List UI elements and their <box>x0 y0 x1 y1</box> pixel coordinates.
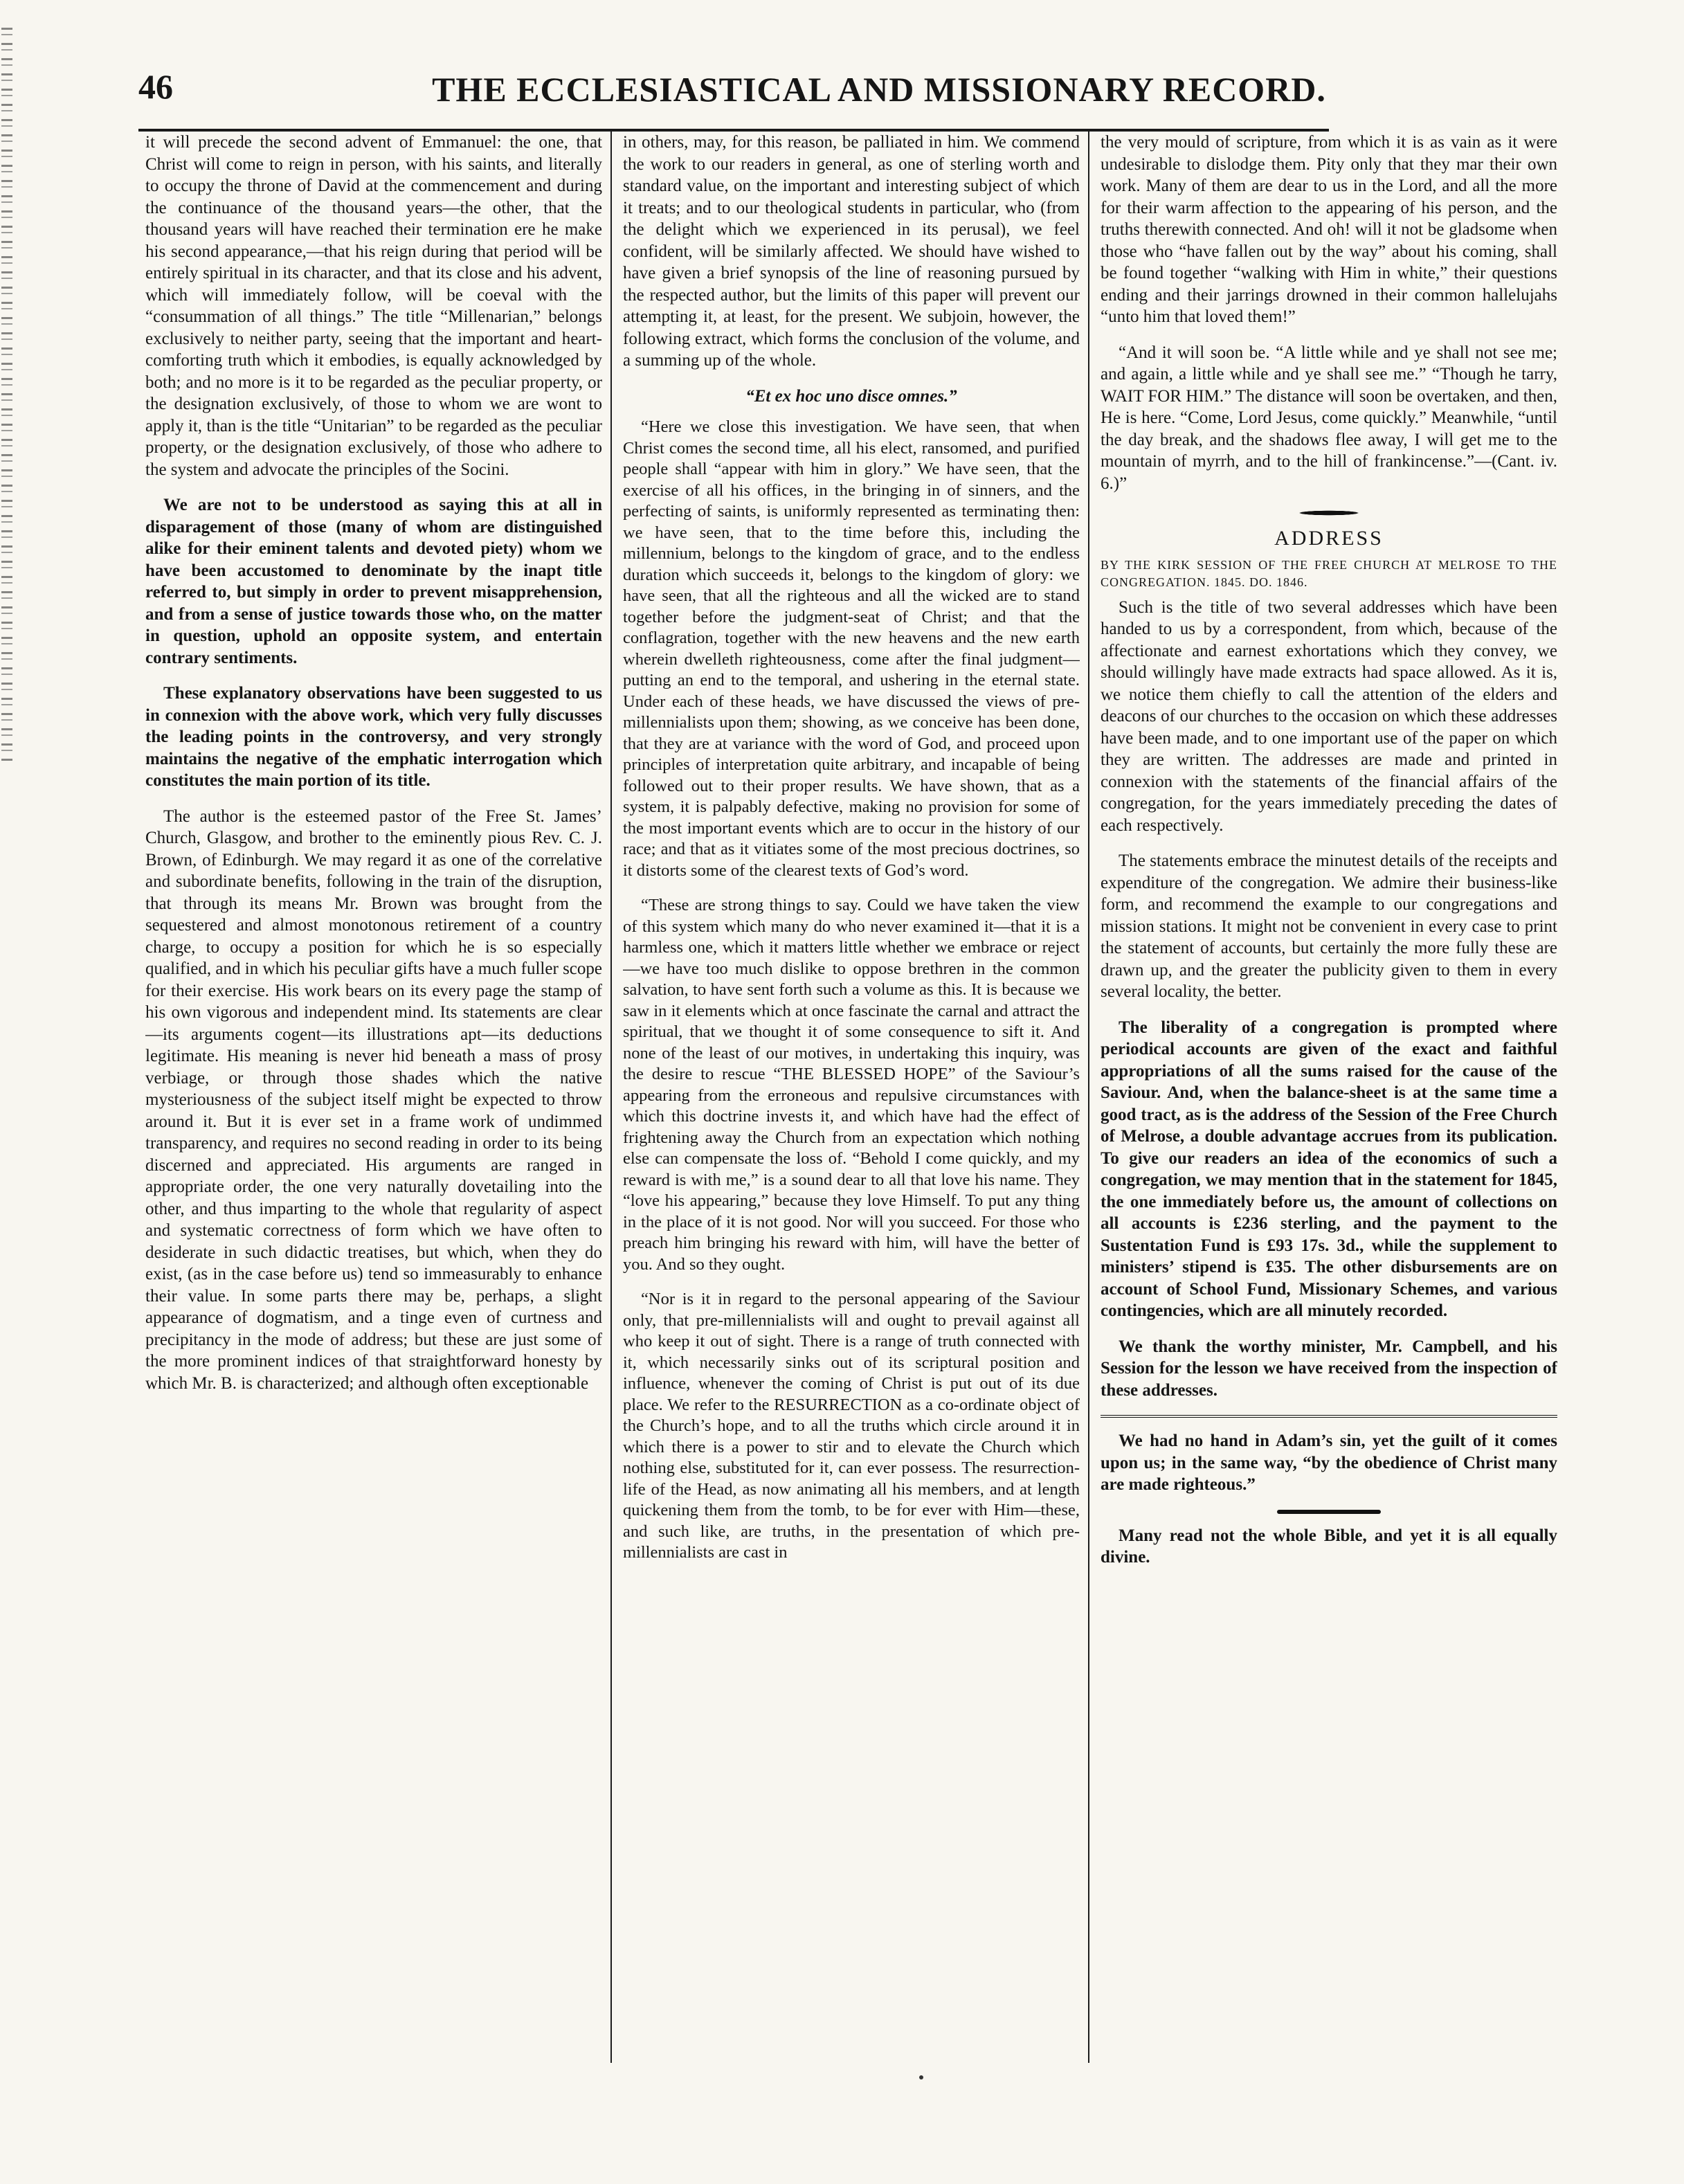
paragraph: These explanatory observations have been suggested to us in connexion with the above work, which very fully discusses the leading points in the controversy, and very strongly maintains the negative of the emphatic interrogation which constitutes the main portion of its title. <box>145 684 602 790</box>
ornamental-rule <box>1267 508 1391 518</box>
column-divider <box>610 132 612 2063</box>
extract-quote <box>623 417 1080 1564</box>
paragraph: in others, may, for this reason, be palliated in him. We commend the work to our readers in general, as one of sterling worth and standard value, on the important and interesting subject of which it treats; and to our theological students in particular, who (from the delight which we experienced in its perusal), we feel confident, will be similarly affected. We should have wished to have given a brief synopsis of the line of reasoning pursued by the respected author, but the limits of this paper will prevent our attempting it, at least, for the present. We subjoin, however, the following extract, which forms the conclusion of the volume, and a summing up of the whole. <box>623 133 1080 370</box>
page-number: 46 <box>138 67 173 106</box>
column-3 <box>1101 132 1557 2066</box>
quote-paragraph: “Nor is it in regard to the personal appearing of the Saviour only, that pre-millennialists will and ought to prevail against all who keep it out of sight. There is a range of truth connected with it, which necessarily sinks out of its scriptural position and influence, whenever the coming of Christ is put out of its due place. We refer to the RESURRECTION as a co-ordinate object of the Church’s hope, and to all the truths which circle around it in which there is a power to stir and to elevate the Church which nothing else, substituted for it, can ever possess. The resurrection-life of the Head, as now animating all his members, and at length quickening them from the tomb, to be for ever with Him—these, and such like, are truths, in the presentation of which pre-millennialists are cast in <box>623 1290 1080 1562</box>
extract-heading: “Et ex hoc uno disce omnes.” <box>745 386 957 406</box>
double-rule <box>1101 1415 1557 1418</box>
column-1 <box>145 132 602 2066</box>
quote-paragraph: “These are strong things to say. Could we have taken the view of this system which many do who never examined it—that it is a harmless one, which it matters little whether we embrace or reject—we have too much dislike to oppose brethren in the common salvation, to have sent forth such a volume as this. It is because we saw in it elements which at once fascinate the carnal and attract the spiritual, that we thought it of some consequence to sift it. And none of the least of our motives, in undertaking this inquiry, was the desire to rescue “THE BLESSED HOPE” of the Saviour’s appearing from the erroneous and repulsive circumstances with which this doctrine invests it, and which have had the effect of frightening away the Church from an expectation which nothing else can compensate the loss of. “Behold I come quickly, and my reward is with me,” is a sound dear to all that love his name. They “love his appearing,” because they love Himself. To put any thing in the place of it is not good. Nor will you succeed. For those who preach him bringing his reward with him, will have the better of you. And so they ought. <box>623 896 1080 1274</box>
note-paragraph: We had no hand in Adam’s sin, yet the guilt of it comes upon us; in the same way, “by the obedience of Christ many are made righteous.” <box>1101 1432 1557 1494</box>
paragraph: We thank the worthy minister, Mr. Campbell, and his Session for the lesson we have received from the inspection of these addresses. <box>1101 1337 1557 1400</box>
paragraph: The liberality of a congregation is prompted where periodical accounts are given of the exact and faithful appropriations of all the sums raised for the cause of the Saviour. And, when the balance-sheet is at the same time a good tract, as is the address of the Session of the Free Church of Melrose, a double advantage accrues from its publication. To give our readers an idea of the economics of such a congregation, we may mention that in the statement for 1845, the one immediately before us, the amount of collections on all accounts is £236 sterling, and the payment to the Sustentation Fund is £93 17s. 3d., while the supplement to ministers’ stipend is £35. The other disbursements are on account of School Fund, Missionary Schemes, and various contingencies, which are all minutely recorded. <box>1101 1018 1557 1320</box>
short-rule <box>1277 1510 1381 1514</box>
article-title: ADDRESS <box>1274 527 1384 550</box>
article-subtitle: BY THE KIRK SESSION OF THE FREE CHURCH AT MELROSE TO THE CONGREGATION. 1845. DO. 1846. <box>1101 557 1557 589</box>
quote-paragraph: “Here we close this investigation. We have seen, that when Christ comes the second time, all his elect, ransomed, and purified people shall “appear with him in glory.” We have seen, that the exercise of all his offices, in the bringing in of sinners, and the perfecting of saints, is uniformly represented as terminating then: we have seen, that to the time before this, including the millennium, belongs to the kingdom of grace, and to the endless duration which succeeds it, belongs to the kingdom of glory: we have seen, that all the righteous and all the wicked are to stand together before the judgment-seat of Christ; and that the conflagration, together with the new heavens and the new earth wherein dwelleth righteousness, come after the final judgment—putting an end to the temporal, and ushering in the eternal state. Under each of these heads, we have discussed the views of pre-millennialists upon them; showing, as we conceive has been done, that they are at variance with the word of God, and proceed upon principles of interpretation quite arbitrary, and incapable of being followed out to their proper results. We have shown, that as a system, it is palpably defective, making no provision for some of the most important events which are to occur in the history of our race; and that as it vitiates some of the most precious doctrines, so it distorts some of the clearest texts of God’s word. <box>623 417 1080 880</box>
column-divider <box>1088 132 1089 2063</box>
quote-paragraph: the very mould of scripture, from which it is as vain as it were undesirable to dislodge them. Pity only that they mar their own work. Many of them are dear to us in the Lord, and all the more for their warm affection to the appearing of his person, and the truths therewith connected. And oh! will it not be gladsome when those who “have fallen out by the way” about his coming, shall be found together “walking with Him in white,” their questions ending and their jarrings drowned in their common hallelujahs “unto him that loved them!” <box>1101 133 1557 326</box>
paragraph: Such is the title of two several addresses which have been handed to us by a correspondent, from which, because of the affectionate and earnest exhortations which they convey, we should willingly have made extracts had space allowed. As it is, we notice them chiefly to call the attention of the elders and deacons of our churches to the occasion on which these addresses have been made, and to one important use of the paper on which they are written. The addresses are made and printed in connexion with the statements of the financial affairs of the congregation, for the years immediately preceding the dates of each respectively. <box>1101 597 1557 835</box>
note-paragraph: Many read not the whole Bible, and yet it is all equally divine. <box>1101 1526 1557 1567</box>
journal-title: THE ECCLESIASTICAL AND MISSIONARY RECORD. <box>432 70 1326 109</box>
paragraph: The author is the esteemed pastor of the Free St. James’ Church, Glasgow, and brother to the eminently pious Rev. C. J. Brown, of Edinburgh. We may regard it as one of the correlative and subordinate benefits, following in the train of the disruption, that through its means Mr. Brown was brought from the sequestered and almost monotonous retirement of a country charge, to occupy a position for which he is so especially qualified, and in which his peculiar gifts have a much fuller scope for their exercise. His work bears on its every page the stamp of his own vigorous and independent mind. Its statements are clear—its arguments cogent—its illustrations apt—its deductions legitimate. His meaning is never hid beneath a mass of prosy verbiage, or through those shades which the native mysteriousness of the subject itself might be expected to throw around it. But it is ever set in a frame work of undimmed transparency, and requires no second reading in order to its being discerned and appreciated. His arguments are ranged in appropriate order, the one very naturally dovetailing into the other, and thus imparting to the whole that regularity of aspect and systematic correctness of form which we have often to desiderate in such didactic treatises, but which, when they do exist, (as in the case before us) tend so immeasurably to enhance their value. In some parts there may be, perhaps, a slight appearance of dogmatism, and a tinge even of curtness and precipitancy in the mode of address; but these are just some of the more prominent indices of that straightforward honesty by which Mr. B. is characterized; and although often exceptionable <box>145 806 602 1393</box>
column-2 <box>623 132 1080 2066</box>
paragraph: The statements embrace the minutest details of the receipts and expenditure of the congregation. We admire their business-like form, and recommend the example to our congregations and mission stations. It might not be convenient in every case to print the statement of accounts, but certainly the more fully these are drawn up, and the greater the publicity given to them in every several locality, the better. <box>1101 851 1557 1001</box>
print-speck <box>919 2075 923 2079</box>
paragraph: We are not to be understood as saying this at all in disparagement of those (many of whom are distinguished alike for their eminent talents and devoted piety) whom we have been accustomed to denominate by the inapt title referred to, but simply in order to prevent misapprehension, and from a sense of justice towards those who, on the matter in question, uphold an opposite system, and entertain contrary sentiments. <box>145 496 602 667</box>
quote-paragraph: “And it will soon be. “A little while and ye shall not see me; and again, a little while and ye shall see me.” “Though he tarry, WAIT FOR HIM.” The distance will soon be overtaken, and then, He is here. “Come, Lord Jesus, come quickly.” Meanwhile, “until the day break, and the shadows flee away, I will get me to the mountain of myrrh, and to the hill of frankincense.”—(Cant. iv. 6.)” <box>1101 343 1557 493</box>
binding-edge-marks <box>1 28 12 761</box>
paragraph: it will precede the second advent of Emmanuel: the one, that Christ will come to reign in person, with his saints, and literally to occupy the throne of David at the commencement and during the continuance of the thousand years—the other, that the thousand years will have reached their termination ere he make his second appearance,—that his reign during that period will be entirely spiritual in its character, and that its close and his advent, which will immediately follow, will be coeval with the “consummation of all things.” The title “Millenarian,” belongs exclusively to neither party, seeing that the important and heart-comforting truth which it embodies, is equally acknowledged by both; and no more is it to be regarded as the peculiar property, or the designation exclusively, of those to whom we are wont to apply it, than is the title “Unitarian” to be regarded as the peculiar property, or the designation exclusively, of those who adhere to the system and advocate the principles of the Socini. <box>145 133 602 479</box>
